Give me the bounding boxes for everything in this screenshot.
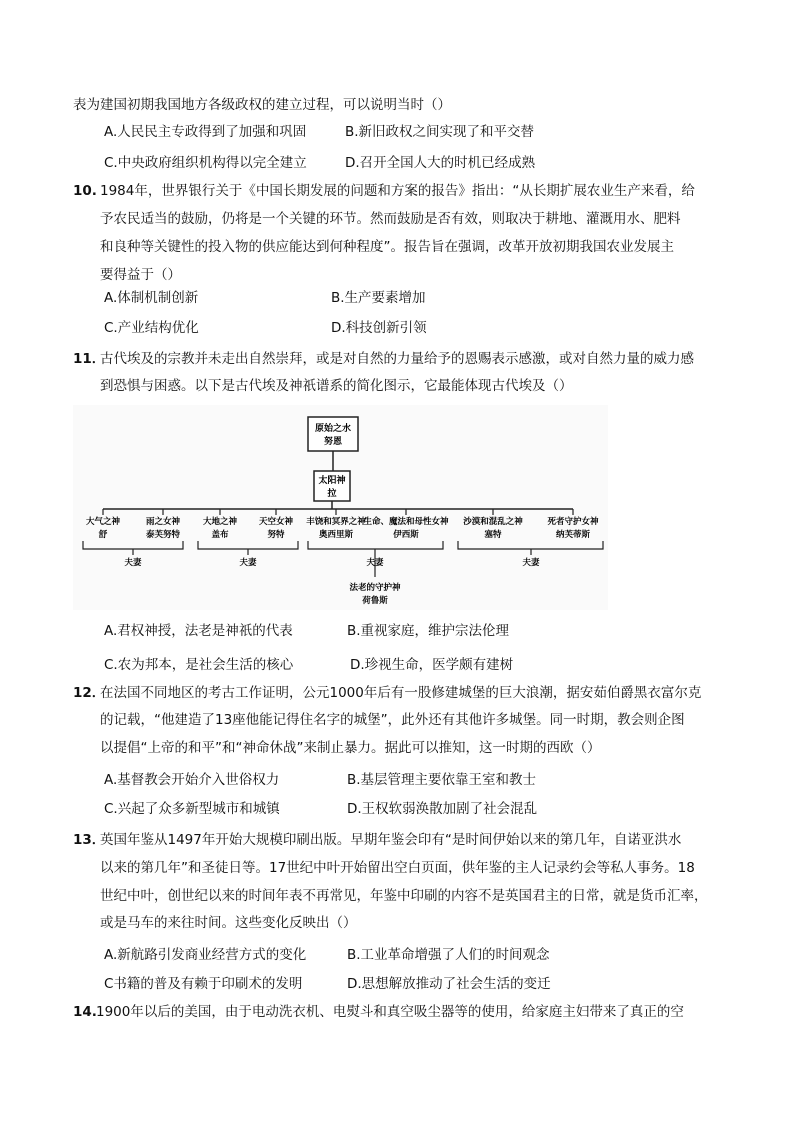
root-label-2: 努恩 [323, 437, 343, 447]
couple-label-3: 夫妻 [366, 558, 384, 568]
god-nut-1: 天空女神 [258, 517, 294, 527]
root-label-1: 原始之水 [314, 424, 352, 434]
q11-option-b: B.重视家庭，维护宗法伦理 [347, 623, 510, 639]
god-tefnut-1: 雨之女神 [145, 517, 181, 527]
q10-option-d: D.科技创新引领 [331, 320, 427, 336]
q11-option-d: D.珍视生命，医学颇有建树 [350, 657, 514, 673]
q13-line-4: 或是马车的来往时间。这些变化反映出（） [100, 915, 357, 931]
q13-option-d: D.思想解放推动了社会生活的变迁 [347, 976, 551, 992]
q10-line-2: 予农民适当的鼓励，仍将是一个关键的环节。然而鼓励是否有效，则取决于耕地、灌溉用水、肥料 [100, 211, 681, 227]
q13-number: 13． [73, 832, 106, 848]
god-osiris-2: 奥西里斯 [318, 530, 354, 540]
q12-option-c: C.兴起了众多新型城市和城镇 [104, 801, 280, 817]
god-isis-2: 伊西斯 [393, 530, 419, 540]
couple-label-1: 夫妻 [124, 558, 142, 568]
god-shu-2: 舒 [98, 530, 108, 540]
q13-option-b: B.工业革命增强了人们的时间观念 [347, 947, 550, 963]
q13-option-a: A.新航路引发商业经营方式的变化 [104, 947, 307, 963]
god-nut-2: 努特 [267, 530, 285, 540]
god-geb-2: 盖布 [211, 530, 229, 540]
q11-option-a: A.君权神授，法老是神祇的代表 [104, 623, 293, 639]
q12-number: 12． [73, 685, 106, 701]
child-horus-2: 荷鲁斯 [362, 596, 388, 606]
sun-label-1: 太阳神 [318, 476, 346, 486]
q12-line-3: 以提倡“上帝的和平”和“神命休战”来制止暴力。据此可以推知，这一时期的西欧（） [100, 740, 601, 756]
couple-label-2: 夫妻 [239, 558, 257, 568]
god-nephthys-2: 纳芙蒂斯 [555, 530, 591, 540]
q10-line-3: 和良种等关键性的投入物的供应能达到何种程度”。报告旨在强调，改革开放初期我国农业发展主 [100, 239, 674, 255]
q10-option-c: C.产业结构优化 [104, 320, 199, 336]
child-horus-1: 法老的守护神 [349, 583, 401, 593]
q13-line-3: 世纪中叶，创世纪以来的时间年表不再常见，年鉴中印刷的内容不是英国君主的日常，就是货币汇率， [100, 888, 708, 904]
q12-option-d: D.王权软弱涣散加剧了社会混乱 [347, 801, 538, 817]
sun-label-2: 拉 [327, 489, 337, 499]
q13-line-1: 英国年鉴从1497年开始大规模印刷出版。早期年鉴会印有“是时间伊始以来的第几年，自诺亚洪水 [100, 832, 682, 848]
egypt-gods-genealogy-diagram [73, 405, 608, 610]
q11-number: 11． [73, 351, 106, 367]
q10-option-b: B.生产要素增加 [331, 290, 426, 306]
god-osiris-1: 丰饶和冥界之神 [306, 517, 366, 527]
q12-line-1: 在法国不同地区的考古工作证明，公元1000年后有一股修建城堡的巨大浪潮，据安茹伯爵黑衣富尔克 [100, 685, 702, 701]
q10-line-4: 要得益于（） [100, 267, 181, 283]
q9-stem-tail: 表为建国初期我国地方各级政权的建立过程，可以说明当时（） [73, 97, 451, 113]
god-tefnut-2: 泰芙努特 [145, 530, 181, 540]
god-geb-1: 大地之神 [202, 517, 238, 527]
q13-line-2: 以来的第几年”和圣徒日等。17世纪中叶开始留出空白页面，供年鉴的主人记录约会等私人事务。18 [100, 860, 695, 876]
couple-label-4: 夫妻 [522, 558, 540, 568]
q9-option-d: D.召开全国人大的时机已经成熟 [345, 155, 536, 171]
god-shu-1: 大气之神 [85, 517, 121, 527]
q9-option-c: C.中央政府组织机构得以完全建立 [104, 155, 307, 171]
q9-option-b: B.新旧政权之间实现了和平交替 [345, 124, 535, 140]
q10-option-a: A.体制机制创新 [104, 290, 199, 306]
q11-option-c: C.农为邦本，是社会生活的核心 [104, 657, 294, 673]
q12-option-b: B.基层管理主要依靠王室和教士 [347, 772, 537, 788]
q11-line-2: 到恐惧与困惑。以下是古代埃及神祇谱系的简化图示，它最能体现古代埃及（） [100, 378, 573, 394]
q10-number: 10. [73, 183, 97, 199]
q12-line-2: 的记载，“他建造了13座他能记得住名字的城堡”，此外还有其他许多城堡。同一时期，教会则企图 [100, 712, 685, 728]
god-isis-1: 生命、魔法和母性女神 [363, 517, 449, 527]
q13-option-c: C书籍的普及有赖于印刷术的发明 [104, 976, 303, 992]
god-set-2: 塞特 [484, 530, 502, 540]
q10-line-1: 1984年，世界银行关于《中国长期发展的问题和方案的报告》指出：“从长期扩展农业生产来看，给 [100, 183, 695, 199]
god-set-1: 沙漠和混乱之神 [463, 517, 523, 527]
q12-option-a: A.基督教会开始介入世俗权力 [104, 772, 280, 788]
q14-line-1: 1900年以后的美国，由于电动洗衣机、电熨斗和真空吸尘器等的使用，给家庭主妇带来了真正的空 [96, 1004, 684, 1020]
q9-option-a: A.人民民主专政得到了加强和巩固 [104, 124, 307, 140]
q14-number: 14. [73, 1004, 97, 1020]
god-nephthys-1: 死者守护女神 [547, 517, 599, 527]
q11-line-1: 古代埃及的宗教并未走出自然崇拜，或是对自然的力量给予的恩赐表示感激，或对自然力量的威力感 [100, 351, 694, 367]
